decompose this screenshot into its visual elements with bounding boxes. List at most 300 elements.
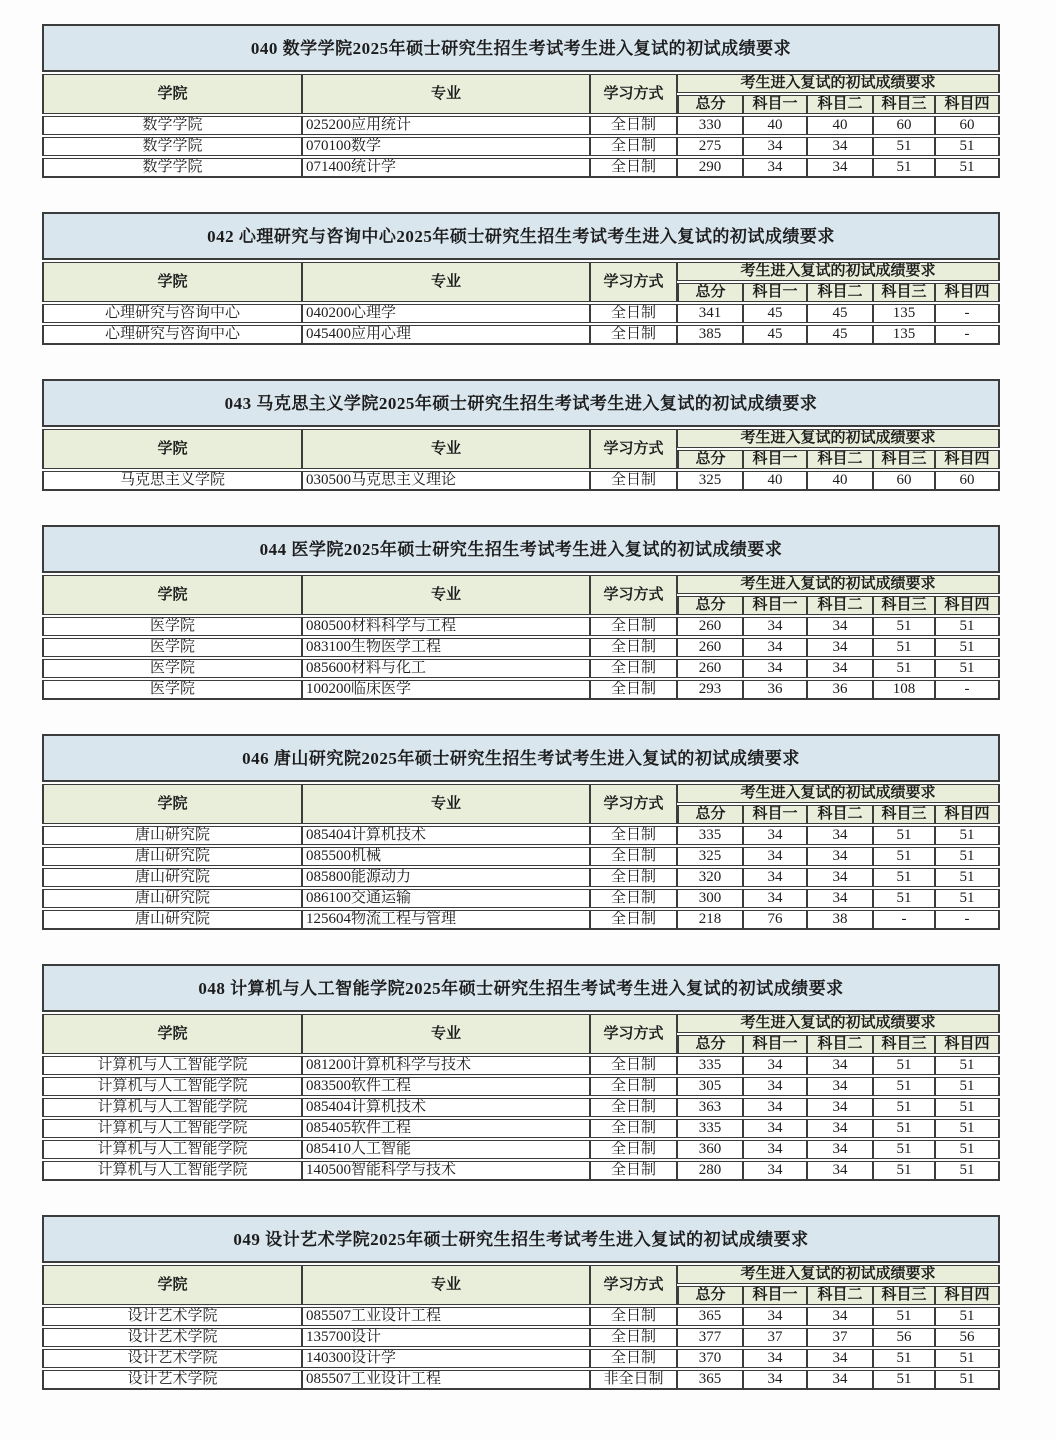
college-cell: 医学院 bbox=[42, 638, 302, 657]
score-subject3-cell: 108 bbox=[873, 680, 935, 700]
column-header-subject3: 科目三 bbox=[873, 596, 935, 615]
score-table-040 bbox=[42, 22, 1000, 180]
column-header-subject3: 科目三 bbox=[873, 1286, 935, 1305]
column-header-mode: 学习方式 bbox=[590, 262, 677, 302]
score-subject2-cell: 40 bbox=[807, 116, 873, 135]
score-subject4-cell: 51 bbox=[935, 1098, 1000, 1117]
column-header-mode: 学习方式 bbox=[590, 1014, 677, 1054]
score-total-cell: 335 bbox=[677, 826, 743, 845]
college-cell: 计算机与人工智能学院 bbox=[42, 1098, 302, 1117]
column-header-score-group: 考生进入复试的初试成绩要求 bbox=[677, 1265, 1000, 1284]
table-title-row bbox=[42, 212, 1000, 260]
score-subject4-cell: 56 bbox=[935, 1328, 1000, 1347]
mode-cell: 全日制 bbox=[590, 1098, 677, 1117]
score-total-cell: 335 bbox=[677, 1056, 743, 1075]
score-subject4-cell: - bbox=[935, 304, 1000, 323]
column-header-subject4: 科目四 bbox=[935, 1035, 1000, 1054]
score-subject4-cell: 51 bbox=[935, 889, 1000, 908]
column-header-subject4: 科目四 bbox=[935, 95, 1000, 114]
score-subject3-cell: 51 bbox=[873, 847, 935, 866]
table-title: 040 数学学院2025年硕士研究生招生考试考生进入复试的初试成绩要求 bbox=[42, 24, 1000, 72]
college-cell: 设计艺术学院 bbox=[42, 1349, 302, 1368]
column-header-mode: 学习方式 bbox=[590, 784, 677, 824]
score-table-046 bbox=[42, 732, 1000, 932]
column-header-major: 专业 bbox=[302, 74, 590, 114]
column-header-subject1: 科目一 bbox=[743, 1035, 807, 1054]
score-subject1-cell: 34 bbox=[743, 137, 807, 156]
table-row bbox=[42, 910, 1000, 930]
score-subject3-cell: 51 bbox=[873, 1056, 935, 1075]
column-header-mode: 学习方式 bbox=[590, 1265, 677, 1305]
major-cell: 140500智能科学与技术 bbox=[302, 1161, 590, 1181]
column-header-college: 学院 bbox=[42, 1014, 302, 1054]
column-header-subject1: 科目一 bbox=[743, 283, 807, 302]
major-cell: 085404计算机技术 bbox=[302, 826, 590, 845]
table-row bbox=[42, 1077, 1000, 1096]
column-header-score-group: 考生进入复试的初试成绩要求 bbox=[677, 262, 1000, 281]
table-title: 043 马克思主义学院2025年硕士研究生招生考试考生进入复试的初试成绩要求 bbox=[42, 379, 1000, 427]
score-subject1-cell: 34 bbox=[743, 617, 807, 636]
score-subject2-cell: 34 bbox=[807, 868, 873, 887]
score-subject3-cell: - bbox=[873, 910, 935, 930]
mode-cell: 全日制 bbox=[590, 1077, 677, 1096]
mode-cell: 全日制 bbox=[590, 1056, 677, 1075]
column-header-total: 总分 bbox=[677, 450, 743, 469]
column-header-major: 专业 bbox=[302, 1265, 590, 1305]
column-header-subject3: 科目三 bbox=[873, 805, 935, 824]
score-subject2-cell: 34 bbox=[807, 847, 873, 866]
column-header-college: 学院 bbox=[42, 784, 302, 824]
mode-cell: 全日制 bbox=[590, 471, 677, 491]
mode-cell: 全日制 bbox=[590, 1140, 677, 1159]
column-header-score-group: 考生进入复试的初试成绩要求 bbox=[677, 575, 1000, 594]
table-header-row bbox=[42, 575, 1000, 594]
mode-cell: 全日制 bbox=[590, 868, 677, 887]
score-total-cell: 320 bbox=[677, 868, 743, 887]
score-total-cell: 385 bbox=[677, 325, 743, 345]
mode-cell: 全日制 bbox=[590, 826, 677, 845]
major-cell: 085507工业设计工程 bbox=[302, 1307, 590, 1326]
column-header-total: 总分 bbox=[677, 283, 743, 302]
table-header-row bbox=[42, 1265, 1000, 1284]
column-header-subject3: 科目三 bbox=[873, 283, 935, 302]
score-subject2-cell: 37 bbox=[807, 1328, 873, 1347]
table-row bbox=[42, 1056, 1000, 1075]
table-row bbox=[42, 1161, 1000, 1181]
table-row bbox=[42, 889, 1000, 908]
college-cell: 数学学院 bbox=[42, 116, 302, 135]
score-subject3-cell: 51 bbox=[873, 158, 935, 178]
score-subject1-cell: 34 bbox=[743, 1077, 807, 1096]
score-subject2-cell: 34 bbox=[807, 1056, 873, 1075]
mode-cell: 全日制 bbox=[590, 680, 677, 700]
score-total-cell: 360 bbox=[677, 1140, 743, 1159]
mode-cell: 全日制 bbox=[590, 304, 677, 323]
table-row bbox=[42, 826, 1000, 845]
score-subject1-cell: 34 bbox=[743, 1119, 807, 1138]
major-cell: 140300设计学 bbox=[302, 1349, 590, 1368]
major-cell: 071400统计学 bbox=[302, 158, 590, 178]
score-subject1-cell: 34 bbox=[743, 1056, 807, 1075]
table-title-row bbox=[42, 964, 1000, 1012]
score-subject3-cell: 51 bbox=[873, 1119, 935, 1138]
column-header-subject2: 科目二 bbox=[807, 1035, 873, 1054]
mode-cell: 非全日制 bbox=[590, 1370, 677, 1390]
college-cell: 心理研究与咨询中心 bbox=[42, 325, 302, 345]
table-row bbox=[42, 116, 1000, 135]
score-subject3-cell: 51 bbox=[873, 826, 935, 845]
column-header-mode: 学习方式 bbox=[590, 429, 677, 469]
score-subject3-cell: 51 bbox=[873, 137, 935, 156]
college-cell: 心理研究与咨询中心 bbox=[42, 304, 302, 323]
score-subject3-cell: 51 bbox=[873, 889, 935, 908]
score-subject4-cell: 51 bbox=[935, 1161, 1000, 1181]
table-row bbox=[42, 868, 1000, 887]
college-cell: 数学学院 bbox=[42, 158, 302, 178]
score-subject1-cell: 36 bbox=[743, 680, 807, 700]
table-row bbox=[42, 325, 1000, 345]
score-subject2-cell: 34 bbox=[807, 1098, 873, 1117]
mode-cell: 全日制 bbox=[590, 617, 677, 636]
major-cell: 040200心理学 bbox=[302, 304, 590, 323]
score-total-cell: 275 bbox=[677, 137, 743, 156]
column-header-subject1: 科目一 bbox=[743, 805, 807, 824]
mode-cell: 全日制 bbox=[590, 889, 677, 908]
column-header-subject4: 科目四 bbox=[935, 450, 1000, 469]
column-header-subject2: 科目二 bbox=[807, 450, 873, 469]
major-cell: 125604物流工程与管理 bbox=[302, 910, 590, 930]
score-subject2-cell: 45 bbox=[807, 325, 873, 345]
score-subject4-cell: 51 bbox=[935, 1077, 1000, 1096]
college-cell: 计算机与人工智能学院 bbox=[42, 1140, 302, 1159]
major-cell: 083500软件工程 bbox=[302, 1077, 590, 1096]
column-header-total: 总分 bbox=[677, 1035, 743, 1054]
score-subject1-cell: 45 bbox=[743, 304, 807, 323]
score-subject3-cell: 51 bbox=[873, 617, 935, 636]
college-cell: 设计艺术学院 bbox=[42, 1370, 302, 1390]
mode-cell: 全日制 bbox=[590, 1328, 677, 1347]
score-subject4-cell: 51 bbox=[935, 617, 1000, 636]
score-subject1-cell: 34 bbox=[743, 638, 807, 657]
column-header-subject2: 科目二 bbox=[807, 596, 873, 615]
score-subject2-cell: 34 bbox=[807, 826, 873, 845]
column-header-subject3: 科目三 bbox=[873, 1035, 935, 1054]
column-header-college: 学院 bbox=[42, 575, 302, 615]
score-subject3-cell: 51 bbox=[873, 1161, 935, 1181]
column-header-total: 总分 bbox=[677, 1286, 743, 1305]
score-subject2-cell: 38 bbox=[807, 910, 873, 930]
college-cell: 唐山研究院 bbox=[42, 847, 302, 866]
score-subject4-cell: - bbox=[935, 910, 1000, 930]
score-subject4-cell: 51 bbox=[935, 1370, 1000, 1390]
table-header-row bbox=[42, 429, 1000, 448]
score-subject3-cell: 51 bbox=[873, 1307, 935, 1326]
score-subject4-cell: 51 bbox=[935, 1349, 1000, 1368]
college-cell: 马克思主义学院 bbox=[42, 471, 302, 491]
table-row bbox=[42, 1349, 1000, 1368]
table-row bbox=[42, 847, 1000, 866]
score-subject1-cell: 34 bbox=[743, 659, 807, 678]
score-subject1-cell: 34 bbox=[743, 868, 807, 887]
column-header-score-group: 考生进入复试的初试成绩要求 bbox=[677, 74, 1000, 93]
column-header-mode: 学习方式 bbox=[590, 74, 677, 114]
table-row bbox=[42, 1098, 1000, 1117]
mode-cell: 全日制 bbox=[590, 1307, 677, 1326]
mode-cell: 全日制 bbox=[590, 1161, 677, 1181]
score-subject2-cell: 34 bbox=[807, 1161, 873, 1181]
score-subject3-cell: 51 bbox=[873, 1370, 935, 1390]
score-total-cell: 260 bbox=[677, 617, 743, 636]
major-cell: 086100交通运输 bbox=[302, 889, 590, 908]
table-title: 049 设计艺术学院2025年硕士研究生招生考试考生进入复试的初试成绩要求 bbox=[42, 1215, 1000, 1263]
score-subject1-cell: 37 bbox=[743, 1328, 807, 1347]
score-subject2-cell: 34 bbox=[807, 659, 873, 678]
major-cell: 085507工业设计工程 bbox=[302, 1370, 590, 1390]
score-total-cell: 325 bbox=[677, 847, 743, 866]
score-subject1-cell: 40 bbox=[743, 471, 807, 491]
score-total-cell: 377 bbox=[677, 1328, 743, 1347]
table-title: 044 医学院2025年硕士研究生招生考试考生进入复试的初试成绩要求 bbox=[42, 525, 1000, 573]
score-subject2-cell: 34 bbox=[807, 1370, 873, 1390]
table-row bbox=[42, 680, 1000, 700]
score-subject2-cell: 34 bbox=[807, 1140, 873, 1159]
score-total-cell: 325 bbox=[677, 471, 743, 491]
table-title: 042 心理研究与咨询中心2025年硕士研究生招生考试考生进入复试的初试成绩要求 bbox=[42, 212, 1000, 260]
table-title-row bbox=[42, 379, 1000, 427]
score-subject4-cell: 51 bbox=[935, 158, 1000, 178]
tables-container bbox=[42, 22, 1056, 1392]
table-title-row bbox=[42, 734, 1000, 782]
column-header-subject3: 科目三 bbox=[873, 95, 935, 114]
score-subject4-cell: 51 bbox=[935, 868, 1000, 887]
score-subject2-cell: 34 bbox=[807, 158, 873, 178]
table-row bbox=[42, 158, 1000, 178]
college-cell: 计算机与人工智能学院 bbox=[42, 1056, 302, 1075]
column-header-subject4: 科目四 bbox=[935, 596, 1000, 615]
score-subject1-cell: 45 bbox=[743, 325, 807, 345]
column-header-subject4: 科目四 bbox=[935, 805, 1000, 824]
column-header-college: 学院 bbox=[42, 262, 302, 302]
score-subject2-cell: 34 bbox=[807, 1307, 873, 1326]
score-subject1-cell: 40 bbox=[743, 116, 807, 135]
mode-cell: 全日制 bbox=[590, 638, 677, 657]
score-subject4-cell: 51 bbox=[935, 1307, 1000, 1326]
score-subject4-cell: 51 bbox=[935, 847, 1000, 866]
score-subject4-cell: 51 bbox=[935, 1119, 1000, 1138]
college-cell: 计算机与人工智能学院 bbox=[42, 1161, 302, 1181]
column-header-subject1: 科目一 bbox=[743, 596, 807, 615]
score-subject4-cell: 51 bbox=[935, 1056, 1000, 1075]
score-subject3-cell: 51 bbox=[873, 868, 935, 887]
table-row bbox=[42, 1119, 1000, 1138]
mode-cell: 全日制 bbox=[590, 847, 677, 866]
score-subject3-cell: 51 bbox=[873, 638, 935, 657]
score-total-cell: 260 bbox=[677, 638, 743, 657]
table-header-row bbox=[42, 262, 1000, 281]
college-cell: 唐山研究院 bbox=[42, 826, 302, 845]
score-total-cell: 341 bbox=[677, 304, 743, 323]
college-cell: 设计艺术学院 bbox=[42, 1307, 302, 1326]
score-table-049 bbox=[42, 1213, 1000, 1392]
column-header-college: 学院 bbox=[42, 429, 302, 469]
column-header-major: 专业 bbox=[302, 1014, 590, 1054]
score-total-cell: 293 bbox=[677, 680, 743, 700]
table-row bbox=[42, 617, 1000, 636]
table-header-row bbox=[42, 784, 1000, 803]
table-header-row bbox=[42, 74, 1000, 93]
score-subject1-cell: 34 bbox=[743, 889, 807, 908]
college-cell: 医学院 bbox=[42, 617, 302, 636]
mode-cell: 全日制 bbox=[590, 910, 677, 930]
score-subject1-cell: 34 bbox=[743, 1161, 807, 1181]
major-cell: 080500材料科学与工程 bbox=[302, 617, 590, 636]
column-header-major: 专业 bbox=[302, 784, 590, 824]
column-header-total: 总分 bbox=[677, 95, 743, 114]
column-header-college: 学院 bbox=[42, 1265, 302, 1305]
score-subject2-cell: 36 bbox=[807, 680, 873, 700]
score-table-042 bbox=[42, 210, 1000, 347]
score-subject1-cell: 34 bbox=[743, 1098, 807, 1117]
column-header-college: 学院 bbox=[42, 74, 302, 114]
column-header-score-group: 考生进入复试的初试成绩要求 bbox=[677, 429, 1000, 448]
major-cell: 100200临床医学 bbox=[302, 680, 590, 700]
score-total-cell: 290 bbox=[677, 158, 743, 178]
major-cell: 085410人工智能 bbox=[302, 1140, 590, 1159]
score-subject1-cell: 34 bbox=[743, 826, 807, 845]
score-subject2-cell: 34 bbox=[807, 1119, 873, 1138]
mode-cell: 全日制 bbox=[590, 1349, 677, 1368]
table-title-row bbox=[42, 24, 1000, 72]
score-subject1-cell: 34 bbox=[743, 847, 807, 866]
score-subject2-cell: 34 bbox=[807, 638, 873, 657]
major-cell: 085800能源动力 bbox=[302, 868, 590, 887]
column-header-score-group: 考生进入复试的初试成绩要求 bbox=[677, 784, 1000, 803]
college-cell: 计算机与人工智能学院 bbox=[42, 1077, 302, 1096]
score-total-cell: 300 bbox=[677, 889, 743, 908]
score-subject3-cell: 60 bbox=[873, 471, 935, 491]
college-cell: 唐山研究院 bbox=[42, 889, 302, 908]
column-header-subject1: 科目一 bbox=[743, 1286, 807, 1305]
score-total-cell: 370 bbox=[677, 1349, 743, 1368]
score-subject3-cell: 56 bbox=[873, 1328, 935, 1347]
score-subject1-cell: 34 bbox=[743, 1140, 807, 1159]
score-subject2-cell: 40 bbox=[807, 471, 873, 491]
score-total-cell: 280 bbox=[677, 1161, 743, 1181]
table-row bbox=[42, 137, 1000, 156]
score-table-043 bbox=[42, 377, 1000, 493]
column-header-subject4: 科目四 bbox=[935, 283, 1000, 302]
college-cell: 唐山研究院 bbox=[42, 868, 302, 887]
column-header-subject1: 科目一 bbox=[743, 450, 807, 469]
score-subject4-cell: 60 bbox=[935, 116, 1000, 135]
column-header-subject2: 科目二 bbox=[807, 95, 873, 114]
mode-cell: 全日制 bbox=[590, 116, 677, 135]
column-header-subject4: 科目四 bbox=[935, 1286, 1000, 1305]
table-title: 048 计算机与人工智能学院2025年硕士研究生招生考试考生进入复试的初试成绩要求 bbox=[42, 964, 1000, 1012]
score-subject3-cell: 135 bbox=[873, 325, 935, 345]
score-table-048 bbox=[42, 962, 1000, 1183]
major-cell: 085600材料与化工 bbox=[302, 659, 590, 678]
table-header-row bbox=[42, 1014, 1000, 1033]
score-subject2-cell: 34 bbox=[807, 617, 873, 636]
score-subject3-cell: 51 bbox=[873, 1140, 935, 1159]
score-subject3-cell: 135 bbox=[873, 304, 935, 323]
major-cell: 045400应用心理 bbox=[302, 325, 590, 345]
mode-cell: 全日制 bbox=[590, 659, 677, 678]
score-subject2-cell: 34 bbox=[807, 137, 873, 156]
column-header-major: 专业 bbox=[302, 575, 590, 615]
score-subject4-cell: 51 bbox=[935, 826, 1000, 845]
score-total-cell: 330 bbox=[677, 116, 743, 135]
college-cell: 设计艺术学院 bbox=[42, 1328, 302, 1347]
score-subject3-cell: 51 bbox=[873, 659, 935, 678]
major-cell: 135700设计 bbox=[302, 1328, 590, 1347]
score-subject3-cell: 51 bbox=[873, 1349, 935, 1368]
table-title: 046 唐山研究院2025年硕士研究生招生考试考生进入复试的初试成绩要求 bbox=[42, 734, 1000, 782]
major-cell: 081200计算机科学与技术 bbox=[302, 1056, 590, 1075]
table-row bbox=[42, 659, 1000, 678]
mode-cell: 全日制 bbox=[590, 137, 677, 156]
score-subject2-cell: 45 bbox=[807, 304, 873, 323]
score-subject2-cell: 34 bbox=[807, 1077, 873, 1096]
score-total-cell: 218 bbox=[677, 910, 743, 930]
column-header-major: 专业 bbox=[302, 429, 590, 469]
score-subject1-cell: 76 bbox=[743, 910, 807, 930]
score-subject2-cell: 34 bbox=[807, 1349, 873, 1368]
score-total-cell: 365 bbox=[677, 1370, 743, 1390]
score-subject1-cell: 34 bbox=[743, 1307, 807, 1326]
college-cell: 医学院 bbox=[42, 680, 302, 700]
score-total-cell: 335 bbox=[677, 1119, 743, 1138]
table-row bbox=[42, 471, 1000, 491]
score-subject4-cell: 60 bbox=[935, 471, 1000, 491]
mode-cell: 全日制 bbox=[590, 158, 677, 178]
score-total-cell: 363 bbox=[677, 1098, 743, 1117]
score-total-cell: 305 bbox=[677, 1077, 743, 1096]
column-header-subject2: 科目二 bbox=[807, 1286, 873, 1305]
major-cell: 030500马克思主义理论 bbox=[302, 471, 590, 491]
table-row bbox=[42, 1140, 1000, 1159]
table-row bbox=[42, 1328, 1000, 1347]
score-subject3-cell: 51 bbox=[873, 1077, 935, 1096]
score-table-044 bbox=[42, 523, 1000, 702]
score-total-cell: 365 bbox=[677, 1307, 743, 1326]
column-header-total: 总分 bbox=[677, 805, 743, 824]
mode-cell: 全日制 bbox=[590, 325, 677, 345]
column-header-mode: 学习方式 bbox=[590, 575, 677, 615]
major-cell: 083100生物医学工程 bbox=[302, 638, 590, 657]
score-subject4-cell: 51 bbox=[935, 137, 1000, 156]
mode-cell: 全日制 bbox=[590, 1119, 677, 1138]
column-header-subject1: 科目一 bbox=[743, 95, 807, 114]
table-title-row bbox=[42, 525, 1000, 573]
score-subject1-cell: 34 bbox=[743, 158, 807, 178]
major-cell: 070100数学 bbox=[302, 137, 590, 156]
column-header-major: 专业 bbox=[302, 262, 590, 302]
score-subject2-cell: 34 bbox=[807, 889, 873, 908]
table-row bbox=[42, 1307, 1000, 1326]
college-cell: 计算机与人工智能学院 bbox=[42, 1119, 302, 1138]
table-row bbox=[42, 638, 1000, 657]
major-cell: 085405软件工程 bbox=[302, 1119, 590, 1138]
score-subject4-cell: 51 bbox=[935, 638, 1000, 657]
score-total-cell: 260 bbox=[677, 659, 743, 678]
major-cell: 025200应用统计 bbox=[302, 116, 590, 135]
score-subject1-cell: 34 bbox=[743, 1370, 807, 1390]
college-cell: 医学院 bbox=[42, 659, 302, 678]
score-subject4-cell: 51 bbox=[935, 659, 1000, 678]
score-subject3-cell: 60 bbox=[873, 116, 935, 135]
